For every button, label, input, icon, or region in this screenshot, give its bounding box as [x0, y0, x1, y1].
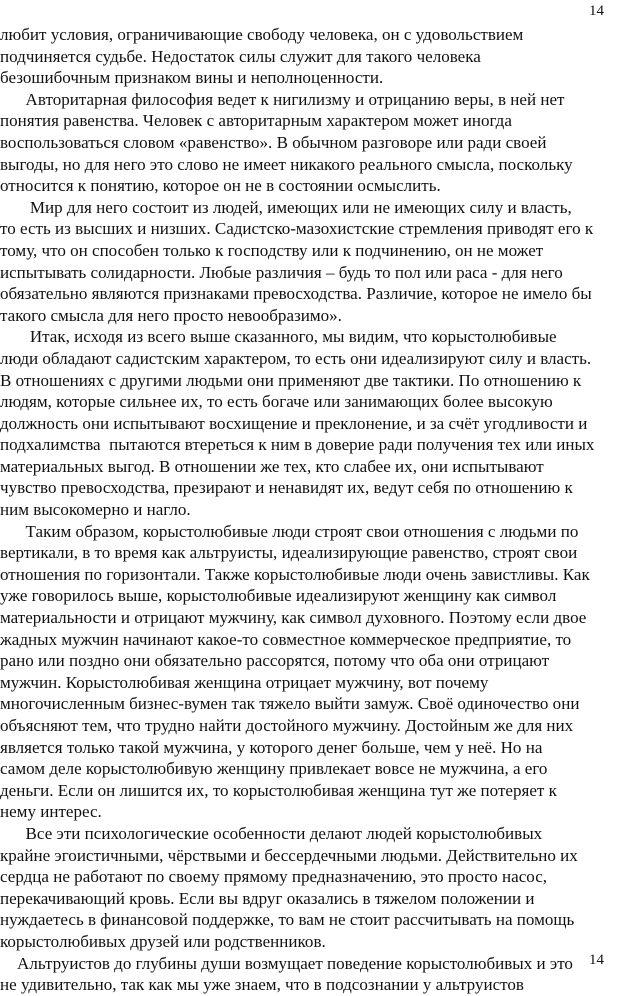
page-number-top: 14: [589, 3, 604, 19]
text-line: подчиняется судьбе. Недостаток силы служит для такого человека: [0, 46, 481, 66]
text-line: не удивительно, так как мы уже знаем, что в подсознании у альтруистов: [0, 975, 524, 995]
text-line: ним высокомерно и нагло.: [0, 500, 191, 520]
text-line: людям, которые сильнее их, то есть богаче или занимающих более высокую: [0, 392, 553, 412]
text-line: деньги. Если он лишится их, то корыстолюбивая женщина тут же потеряет к: [0, 780, 557, 800]
text-line: то есть из высших и низших. Садистско-мазохистские стремления приводят его к: [0, 219, 594, 239]
text-line: уже говорилось выше, корыстолюбивые идеализируют женщину как символ: [0, 586, 557, 606]
text-line: Альтруистов до глубины души возмущает поведение корыстолюбивых и это: [0, 953, 573, 973]
text-line: жадных мужчин начинают какое-то совместное коммерческое предприятие, то: [0, 629, 572, 649]
text-line: перекачивающий кровь. Если вы вдруг оказались в тяжелом положении и: [0, 888, 535, 908]
text-line: обязательно являются признаками превосходства. Различие, которое не имело бы: [0, 284, 592, 304]
paragraph: [0, 823, 616, 953]
text-line: чувство превосходства, презирают и ненавидят их, ведут себя по отношению к: [0, 478, 573, 498]
text-line: воспользоваться словом «равенство». В обычном разговоре или ради своей: [0, 132, 547, 152]
paragraph: [0, 24, 616, 89]
text-line: Мир для него состоит из людей, имеющих или не имеющих силу и власть,: [0, 197, 572, 217]
text-line: рано или поздно они обязательно рассорятся, потому что оба они отрицают: [0, 651, 550, 671]
text-line: должность они испытывают восхищение и преклонение, и за счёт угодливости и: [0, 413, 588, 433]
text-line: безошибочным признаком вины и неполноценности.: [0, 68, 384, 88]
body-text: [0, 24, 616, 996]
text-line: корыстолюбивых друзей или родственников.: [0, 931, 326, 951]
text-line: материальных выгод. В отношении же тех, кто слабее их, они испытывают: [0, 456, 544, 476]
text-line: Авторитарная философия ведет к нигилизму и отрицанию веры, в ней нет: [0, 89, 565, 109]
paragraph: [0, 953, 616, 996]
text-line: относится к понятию, которое он не в состоянии осмыслить.: [0, 176, 441, 196]
text-line: вертикали, в то время как альтруисты, идеализирующие равенство, строят свои: [0, 543, 578, 563]
text-line: Все эти психологические особенности делают людей корыстолюбивых: [0, 823, 543, 843]
text-line: мужчин. Корыстолюбивая женщина отрицает мужчину, вот почему: [0, 672, 489, 692]
text-line: многочисленным бизнес-вумен так тяжело выйти замуж. Своё одиночество они: [0, 694, 580, 714]
text-line: люди обладают садистским характером, то есть они идеализируют силу и власть.: [0, 348, 592, 368]
text-line: нему интерес.: [0, 802, 102, 822]
text-line: понятия равенства. Человек с авторитарным характером может иногда: [0, 111, 512, 131]
paragraph: [0, 326, 616, 520]
text-line: испытывать солидарности. Любые различия – будь то пол или раса - для него: [0, 262, 563, 282]
text-line: такого смысла для него просто невообразимо».: [0, 305, 342, 325]
text-line: тому, что он способен только к господству или к подчинению, он не может: [0, 240, 544, 260]
text-line: нуждаетесь в финансовой поддержке, то вам не стоит рассчитывать на помощь: [0, 910, 575, 930]
text-line: является только такой мужчина, у которого денег больше, чем у неё. Но на: [0, 737, 543, 757]
text-line: самом деле корыстолюбивую женщину привлекает вовсе не мужчина, а его: [0, 759, 548, 779]
text-line: Таким образом, корыстолюбивые люди строят свои отношения с людьми по: [0, 521, 579, 541]
paragraph: [0, 197, 616, 327]
text-line: Итак, исходя из всего выше сказанного, мы видим, что корыстолюбивые: [0, 327, 557, 347]
text-line: объясняют тем, что трудно найти достойного мужчину. Достойным же для них: [0, 716, 574, 735]
text-line: материальности и отрицают мужчину, как символ духовного. Поэтому если двое: [0, 608, 587, 628]
text-line: В отношениях с другими людьми они применяют две тактики. По отношению к: [0, 370, 582, 390]
text-line: подхалимства пытаются втереться к ним в доверие ради получения тех или иных: [0, 435, 595, 455]
text-line: выгоды, но для него это слово не имеет никакого реального смысла, поскольку: [0, 154, 573, 174]
text-line: любит условия, ограничивающие свободу человека, он с удовольствием: [0, 25, 524, 44]
paragraph: [0, 521, 616, 823]
text-line: отношения по горизонтали. Также корыстолюбивые люди очень завистливы. Как: [0, 564, 590, 584]
text-line: крайне эгоистичными, чёрствыми и бессердечными людьми. Действительно их: [0, 845, 578, 865]
page-number-bottom: 14: [589, 952, 604, 968]
paragraph: [0, 89, 616, 197]
text-line: сердца не работают по своему прямому предназначению, это просто насос,: [0, 867, 548, 887]
